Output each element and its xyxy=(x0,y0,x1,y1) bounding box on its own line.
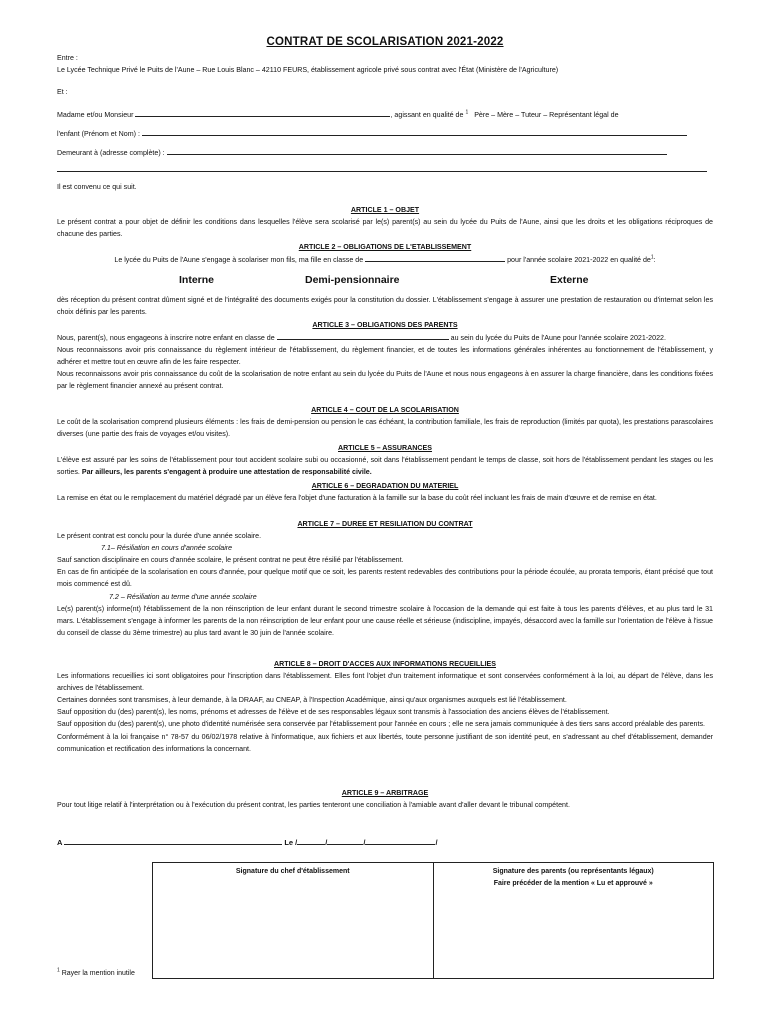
article-8-p2: Certaines données sont transmises, à leur demande, à la DRAAF, au CNEAP, à l'Inspection Académique, ainsi qu'aux organismes auxquels est lié l'établissement. xyxy=(57,696,567,705)
document-title: CONTRAT DE SCOLARISATION 2021-2022 xyxy=(266,36,504,48)
date-year-field[interactable] xyxy=(365,836,435,845)
article-7-heading: ARTICLE 7 – DUREE ET RESILIATION DU CONTRAT xyxy=(297,520,473,528)
article-3-p2: Nous reconnaissons avoir pris connaissance du règlement intérieur de l'établissement, du règlement financier, et de toutes les informations générales inhérentes au fonctionnement de l'établissement, y adhérer et mettre tout en œuvre afin de les faire respecter. xyxy=(57,346,713,367)
article-3-heading: ARTICLE 3 – OBLIGATIONS DES PARENTS xyxy=(312,321,458,329)
article-7-p2: Sauf sanction disciplinaire en cours d'année scolaire, le présent contrat ne peut être résilié par l'établissement. xyxy=(57,556,404,565)
address-field-2[interactable] xyxy=(57,163,707,172)
article-4-text: Le coût de la scolarisation comprend plusieurs éléments : les frais de demi-pension ou pension le cas échéant, la contribution familiale, les frais de reproduction (limités par quota), les prestations parascolaires diverses (une partie des frais de voyages et/ou visites). xyxy=(57,418,713,439)
article-5 xyxy=(57,442,713,478)
signature-chef-label: Signature du chef d'établissement xyxy=(235,868,350,875)
address-label: Demeurant à (adresse complète) : xyxy=(57,149,165,157)
article-8-p5: Conformément à la loi française n° 78-57 du 06/02/1978 relative à l'informatique, aux fichiers et aux libertés, toute personne justifiant de son identité peut, en s'adressant au chef d'établissement, demander communication et rectification des informations la concernant. xyxy=(57,732,713,753)
article-6 xyxy=(57,480,713,504)
article-3-p3: Nous reconnaissons avoir pris connaissance du coût de la scolarisation de notre enfant au sein du lycée du Puits de l'Aune et nous nous engageons à en assurer la charge financière, dans les conditions fixées par le règlement financier annexé au présent contrat. xyxy=(57,370,713,391)
article-5-text: L'élève est assuré par les soins de l'établissement pour tout accident scolaire subi ou occasionné, soit dans l'établissement pendant le temps de classe, soit hors de l'établissement pendant les stages ou les sorties. xyxy=(57,456,713,477)
article-9-text: Pour tout litige relatif à l'interprétation ou à l'exécution du présent contrat, les parties tenteront une conciliation à l'amiable avant d'aller devant le tribunal compétent. xyxy=(57,801,570,810)
article-9 xyxy=(57,787,713,811)
article-2-class-label: Le lycée du Puits de l'Aune s'engage à scolariser mon fils, ma fille en classe de xyxy=(114,256,364,265)
article-7-p3: En cas de fin anticipée de la scolarisation en cours d'année, pour quelque motif que ce soit, les parents restent redevables des contributions pour la période écoulée, au prorata temporis, étant précisé que tout mois commencé est dû. xyxy=(57,568,713,589)
article-7-sub1: 7.1– Résiliation en cours d'année scolaire xyxy=(101,544,233,553)
article-8-p4: Sauf opposition du (des) parent(s), une photo d'identité numérisée sera conservée par l'établissement pour l'année en cours ; elle ne sera jamais communiquée à des tiers sans accord préalable des parents. xyxy=(57,720,705,729)
article-2-text: dès réception du présent contrat dûment signé et de l'intégralité des documents exigés pour la constitution du dossier. L'établissement s'engage à assurer une prestation de restauration ou d'internat selon les choix définis par les parents. xyxy=(57,296,713,317)
parent-name-line xyxy=(57,108,713,121)
footnote-marker: 1 xyxy=(57,967,60,974)
article-2 xyxy=(57,241,713,266)
choice-demi-pensionnaire[interactable]: Demi-pensionnaire xyxy=(305,274,400,286)
article-6-text: La remise en état ou le remplacement du matériel dégradé par un élève fera l'objet d'une facturation à la famille sur la base du coût réel incluant les frais de main d'œuvre et de remise en état. xyxy=(57,494,657,503)
parent-name-label: Madame et/ou Monsieur xyxy=(57,111,134,119)
article-3-class-field[interactable] xyxy=(277,331,449,340)
article-8-p3: Sauf opposition du (des) parent(s), les noms, prénoms et adresses de l'élève et de ses responsables légaux sont transmis à l'association des anciens élèves de l'établissement. xyxy=(57,708,610,717)
parent-roles: Père – Mère – Tuteur – Représentant légal de xyxy=(474,111,619,119)
place-field[interactable] xyxy=(64,836,282,845)
address-line-2 xyxy=(57,163,713,176)
intro-et: Et : xyxy=(57,88,68,96)
footnote xyxy=(57,967,135,977)
article-3 xyxy=(57,319,713,393)
child-name-label: l'enfant (Prénom et Nom) : xyxy=(57,130,140,138)
article-9-heading: ARTICLE 9 – ARBITRAGE xyxy=(341,789,429,797)
date-label: Le xyxy=(284,838,294,847)
article-5-body xyxy=(57,454,713,478)
footnote-ref-2: 1 xyxy=(650,254,654,261)
article-7-sub2: 7.2 – Résiliation au terme d'une année scolaire xyxy=(109,592,257,601)
footnote-ref: 1 xyxy=(465,109,469,116)
parent-quality-label: , agissant en qualité de xyxy=(390,111,464,119)
article-2-quality-label: pour l'année scolaire 2021-2022 en qualité de xyxy=(507,256,651,265)
signature-parents-cell[interactable] xyxy=(433,863,714,978)
article-7-p1: Le présent contrat est conclu pour la durée d'une année scolaire. xyxy=(57,532,262,541)
article-2-class-line: Le lycée du Puits de l'Aune s'engage à scolariser mon fils, ma fille en classe de pour l'année scolaire 2021-2022 en qualité $de^1$: xyxy=(114,254,656,265)
intro-section xyxy=(57,52,713,76)
parent-name-field[interactable] xyxy=(135,108,390,117)
article-4 xyxy=(57,404,713,440)
child-name-field[interactable] xyxy=(142,127,687,136)
article-8-heading: ARTICLE 8 – DROIT D'ACCES AUX INFORMATIONS RECUEILLIES xyxy=(274,660,496,668)
article-5-bold-text: Par ailleurs, les parents s'engagent à produire une attestation de responsabilité civile. xyxy=(81,468,372,477)
article-3-p1-pre: Nous, parent(s), nous engageons à inscrire notre enfant en classe de xyxy=(57,334,275,343)
footnote-text: Rayer la mention inutile xyxy=(61,970,135,977)
article-2-heading: ARTICLE 2 – OBLIGATIONS DE L'ETABLISSEMENT xyxy=(298,243,472,251)
article-1-text: Le présent contrat a pour objet de définir les conditions dans lesquelles l'élève sera scolarisé par le(s) parent(s) au sein du lycée du Puits de l'Aune, ainsi que les droits et les obligations réciproques de chacune des parties. xyxy=(57,218,713,239)
signature-parents-mention: Faire précéder de la mention « Lu et approuvé » xyxy=(493,880,653,887)
article-6-heading: ARTICLE 6 – DEGRADATION DU MATERIEL xyxy=(311,482,459,490)
article-1 xyxy=(57,204,713,240)
place-label: A xyxy=(57,838,63,847)
signature-table xyxy=(152,862,714,979)
choice-externe[interactable]: Externe xyxy=(550,274,589,286)
article-4-heading: ARTICLE 4 – COUT DE LA SCOLARISATION xyxy=(311,406,459,414)
article-7 xyxy=(57,518,713,639)
intro-lycee: Le Lycée Technique Privé le Puits de l'Aune – Rue Louis Blanc – 42110 FEURS, établissement agricole privé sous contrat avec l'État (Ministère de l'Agriculture) xyxy=(57,66,559,75)
child-name-line xyxy=(57,127,713,140)
address-line xyxy=(57,146,713,159)
article-3-p1 xyxy=(57,331,713,344)
choice-interne[interactable]: Interne xyxy=(179,274,215,286)
date-month-field[interactable] xyxy=(327,836,363,845)
article-8-p1: Les informations recueillies ici sont obligatoires pour l'inscription dans l'établissement. Elles font l'objet d'un traitement informatique et sont conservées conformément à la loi, au départ de l'élève, dans les archives de l'établissement. xyxy=(57,672,713,693)
article-3-p1-post: au sein du lycée du Puits de l'Aune pour l'année scolaire 2021-2022. xyxy=(450,334,666,343)
article-8 xyxy=(57,658,713,755)
article-7-p4: Le(s) parent(s) informe(nt) l'établissement de la non réinscription de leur enfant durant le second trimestre scolaire à l'occasion de la demande qui est faite à tous les parents d'élèves, et au plus tard le 31 mars. L'établissement s'engage à informer les parents de la non réinscription de leur enfant pour une cause réelle et sérieuse (indiscipline, impayés, désaccord avec la famille sur l'orientation de l'élève à l'issue du conseil de classe du 3ème trimestre) au plus tard avant le 30 juin de l'année scolaire. xyxy=(57,604,713,637)
intro-convenu: Il est convenu ce qui suit. xyxy=(57,183,137,191)
article-2-class-field[interactable] xyxy=(365,253,505,262)
intro-entre: Entre : xyxy=(57,54,78,62)
article-5-heading: ARTICLE 5 – ASSURANCES xyxy=(338,444,432,452)
article-1-heading: ARTICLE 1 – OBJET xyxy=(350,206,420,214)
address-field[interactable] xyxy=(167,146,667,155)
signature-chef-cell[interactable] xyxy=(153,863,433,978)
place-date-line: A Le / / / / xyxy=(57,838,438,847)
date-day-field[interactable] xyxy=(297,836,325,845)
signature-parents-label: Signature des parents (ou représentants légaux) xyxy=(492,868,654,875)
